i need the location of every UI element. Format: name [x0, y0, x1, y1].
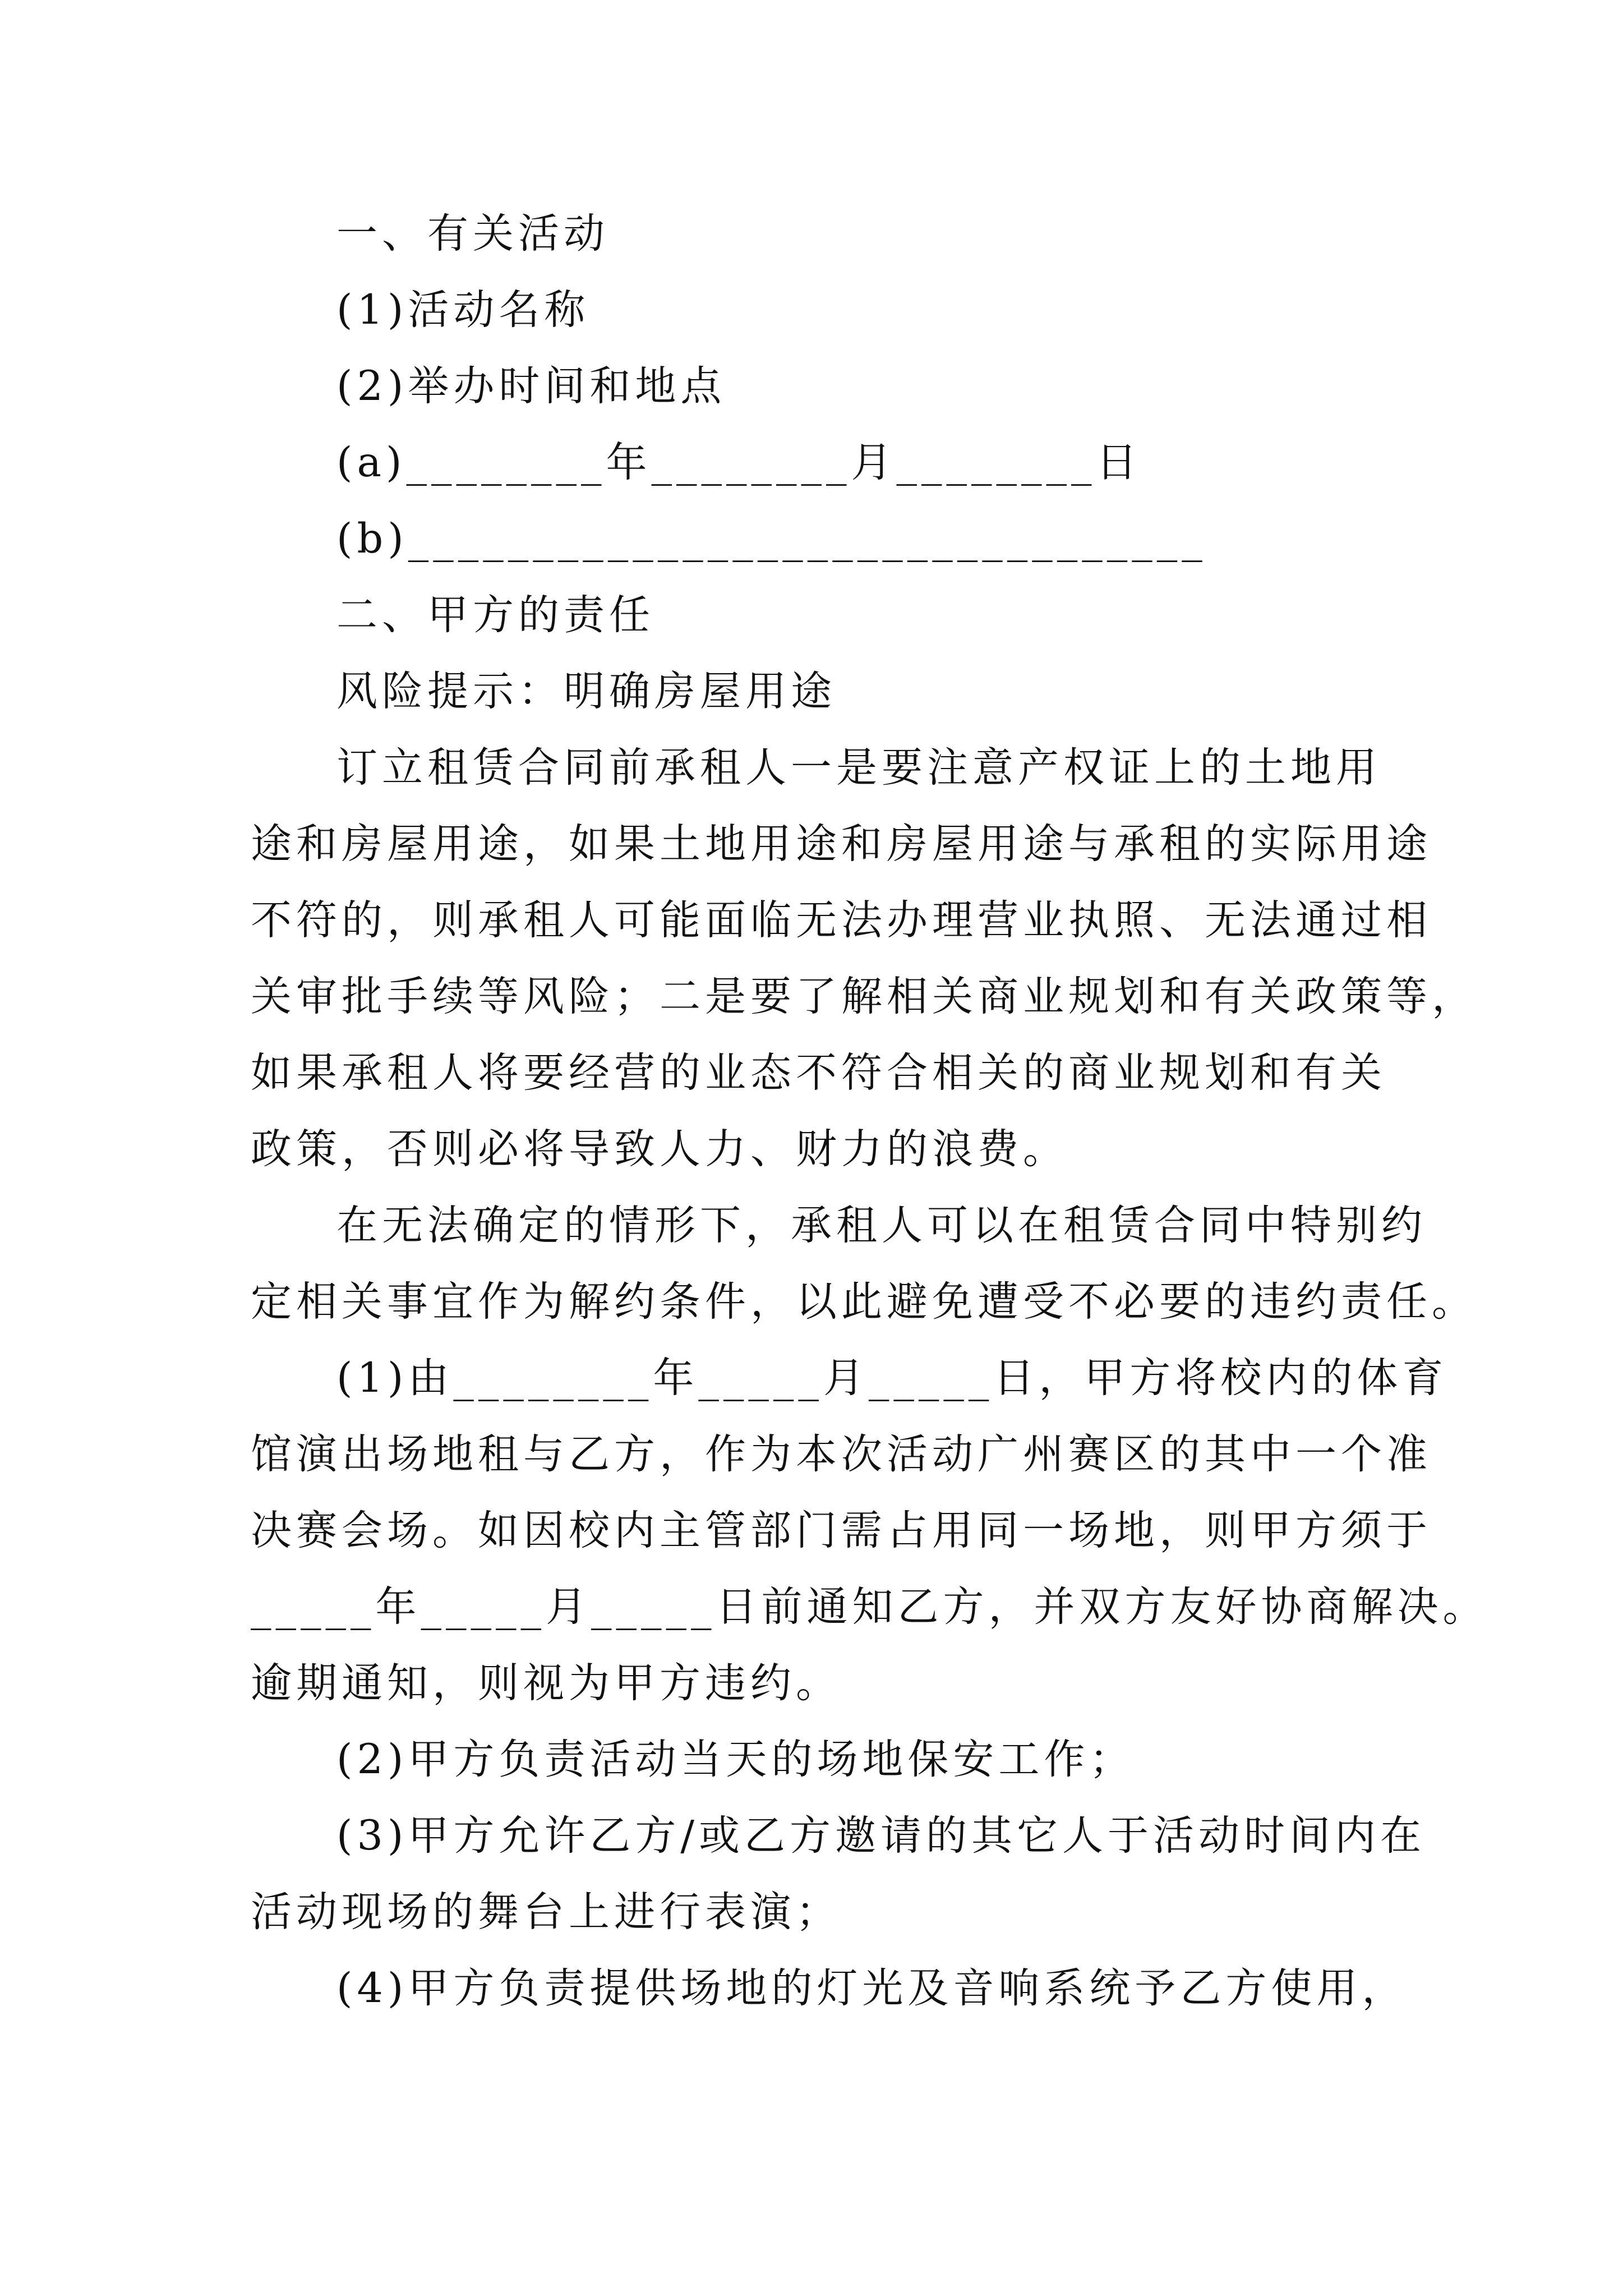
clause-1-line: 逾期通知，则视为甲方违约。	[251, 1659, 841, 1707]
paragraph-line: 关审批手续等风险；二是要了解相关商业规划和有关政策等，	[251, 973, 1477, 1020]
item-activity-name: (1)活动名称	[336, 286, 590, 334]
paragraph-line: 定相关事宜作为解约条件，以此避免遭受不必要的违约责任。	[251, 1278, 1477, 1326]
clause-1-line: 决赛会场。如因校内主管部门需占用同一场地，则甲方须于	[251, 1507, 1432, 1554]
paragraph-line: 途和房屋用途，如果土地用途和房屋用途与承租的实际用途	[251, 820, 1432, 868]
clause-3-line: (3)甲方允许乙方/或乙方邀请的其它人于活动时间内在	[336, 1812, 1426, 1860]
section-heading-activity: 一、有关活动	[336, 210, 609, 257]
item-time-place: (2)举办时间和地点	[336, 362, 726, 410]
clause-1-line: _____年_____月_____日前通知乙方，并双方友好协商解决。	[251, 1583, 1488, 1631]
paragraph-line: 如果承租人将要经营的业态不符合相关的商业规划和有关	[251, 1049, 1386, 1097]
paragraph-line: 在无法确定的情形下，承租人可以在租赁合同中特别约	[336, 1202, 1427, 1249]
section-heading-party-a: 二、甲方的责任	[336, 591, 654, 639]
clause-1-line: 馆演出场地租与乙方，作为本次活动广州赛区的其中一个准	[251, 1430, 1432, 1478]
paragraph-line: 订立租赁合同前承租人一是要注意产权证上的土地用	[336, 744, 1381, 792]
paragraph-line: 政策，否则必将导致人力、财力的浪费。	[251, 1125, 1068, 1173]
paragraph-line: 不符的，则承租人可能面临无法办理营业执照、无法通过相	[251, 896, 1432, 944]
item-place-blank: (b)________________________________	[336, 515, 1207, 563]
clause-3-line: 活动现场的舞台上进行表演；	[251, 1888, 841, 1936]
item-date-blank: (a)________年________月________日	[336, 439, 1142, 486]
clause-1-line: (1)由________年_____月_____日，甲方将校内的体育	[336, 1354, 1448, 1402]
risk-tip: 风险提示：明确房屋用途	[336, 668, 836, 715]
clause-2-line: (2)甲方负责活动当天的场地保安工作；	[336, 1736, 1135, 1783]
clause-4-line: (4)甲方负责提供场地的灯光及音响系统予乙方使用，	[336, 1964, 1408, 2012]
